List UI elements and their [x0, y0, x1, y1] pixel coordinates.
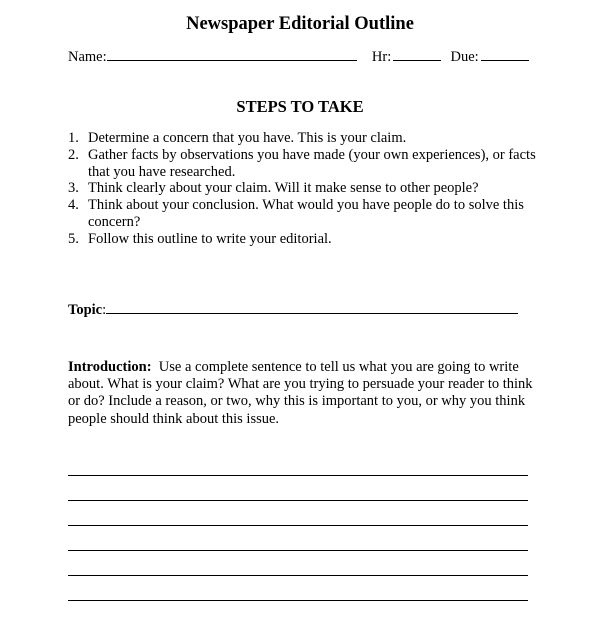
step-number: 4. [68, 197, 79, 214]
writing-line[interactable] [68, 475, 528, 476]
introduction-section [68, 359, 538, 428]
topic-field[interactable] [106, 299, 518, 314]
writing-line[interactable] [68, 575, 528, 576]
step-item [68, 130, 558, 147]
step-item [68, 147, 558, 181]
topic-label: Topic [68, 302, 103, 318]
steps-heading: STEPS TO TAKE [236, 97, 364, 116]
steps-list [68, 130, 558, 248]
step-number: 3. [68, 180, 79, 197]
step-item [68, 197, 558, 231]
name-label: Name: [68, 49, 107, 65]
step-number: 1. [68, 130, 79, 146]
step-text: Determine a concern that you have. This is your claim. [88, 130, 407, 146]
step-text: Think clearly about your claim. Will it make sense to other people? [88, 180, 479, 197]
writing-line[interactable] [68, 500, 528, 501]
topic-colon: : [102, 302, 107, 318]
header-fields-row [68, 46, 529, 66]
introduction-label: Introduction: [68, 359, 152, 375]
due-field[interactable] [481, 46, 529, 61]
writing-line[interactable] [68, 550, 528, 551]
step-item [68, 231, 558, 248]
hr-field[interactable] [393, 46, 441, 61]
writing-line[interactable] [68, 600, 528, 601]
step-text: Gather facts by observations you have made (your own experiences), or facts that you have researched. [88, 146, 536, 180]
due-label: Due: [450, 49, 479, 65]
step-item [68, 180, 558, 197]
introduction-text: Use a complete sentence to tell us what you are going to write about. What is your claim? What are you trying to persuade your reader to think or do? Include a reason, or two, why this is important to you, or why you think people should think about this issue. [68, 359, 533, 427]
step-number: 2. [68, 146, 79, 163]
step-text: Follow this outline to write your editorial. [88, 230, 332, 247]
name-field[interactable] [107, 46, 357, 61]
writing-line[interactable] [68, 525, 528, 526]
step-text: Think about your conclusion. What would you have people do to solve this concern? [88, 197, 524, 230]
topic-row [68, 299, 518, 319]
hr-label: Hr: [371, 49, 392, 65]
page-title: Newspaper Editorial Outline [186, 14, 414, 34]
step-number: 5. [68, 230, 79, 247]
